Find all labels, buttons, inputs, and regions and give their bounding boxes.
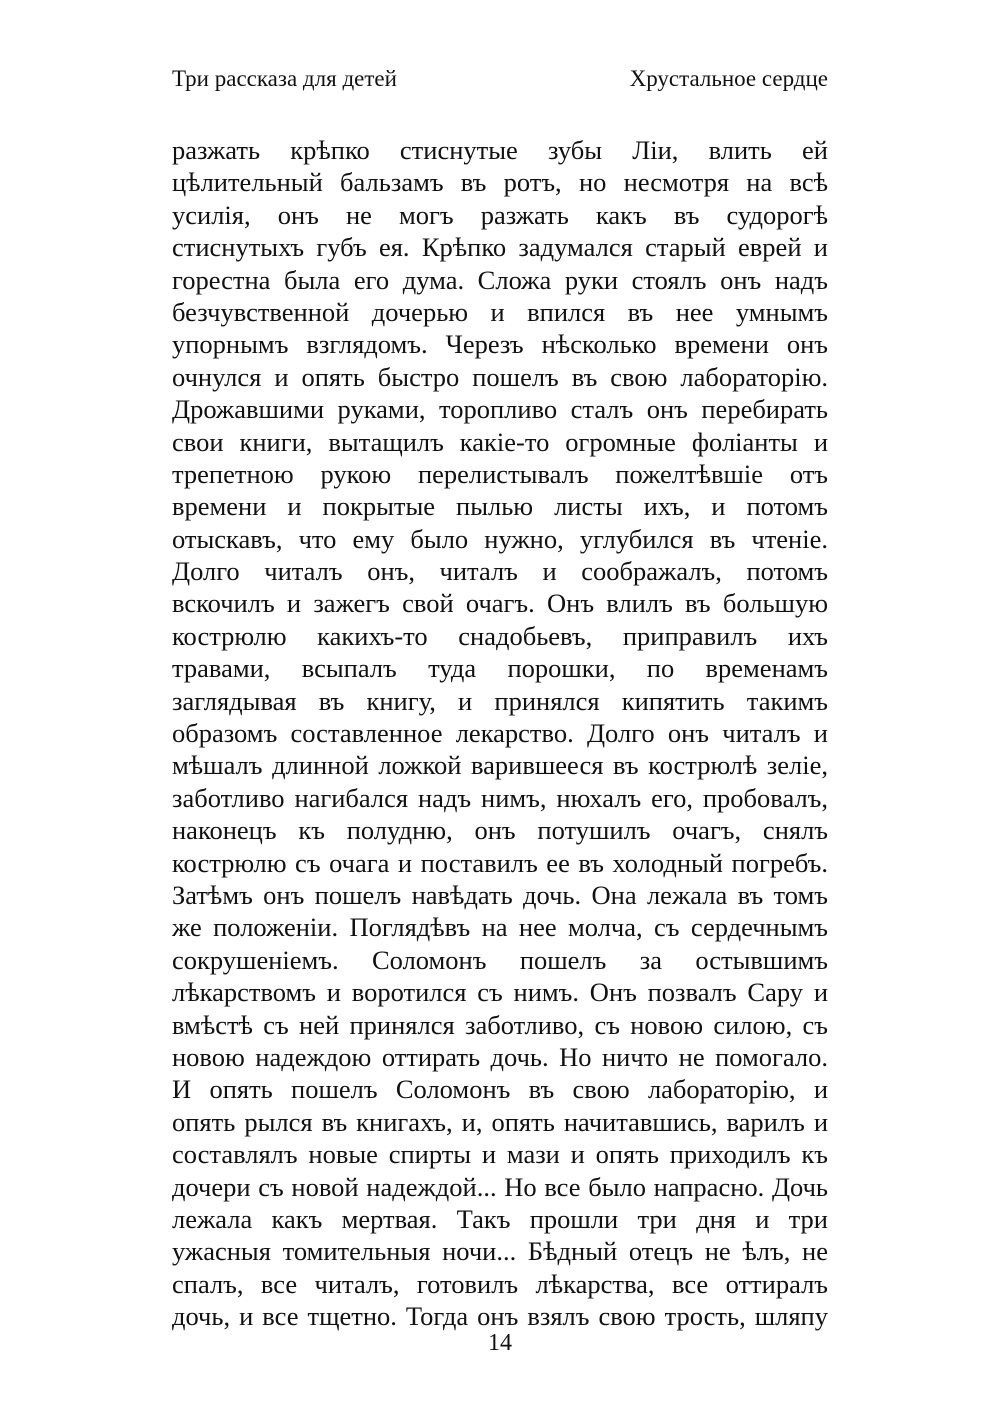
text-line: спалъ, все читалъ, готовилъ лѣкарства, все оттиралъ: [172, 1268, 828, 1299]
text-line: упорнымъ взглядомъ. Черезъ нѣсколько времени онъ: [172, 329, 828, 360]
text-line: горестна была его дума. Сложа руки стоялъ онъ надъ: [172, 264, 828, 295]
text-line: вскочилъ и зажегъ свой очагъ. Онъ влилъ въ большую: [172, 588, 828, 619]
text-line: мѣшалъ длинной ложкой варившееся въ кострюлѣ зеліе,: [172, 750, 828, 781]
text-line: лѣкарствомъ и воротился съ нимъ. Онъ позвалъ Сару и: [172, 977, 828, 1008]
text-line: кострюлю съ очага и поставилъ ее въ холодный погребъ.: [172, 847, 828, 878]
text-line: составлялъ новые спирты и мази и опять приходилъ къ: [172, 1139, 828, 1170]
text-line: трепетною рукою перелистывалъ пожелтѣвшіе отъ: [172, 458, 828, 489]
text-line: разжать крѣпко стиснутые зубы Ліи, влить ей: [172, 135, 828, 165]
text-line: времени и покрытые пылью листы ихъ, и потомъ: [172, 491, 828, 522]
running-header-chapter-title: Хрустальное сердце: [629, 66, 828, 91]
text-line: заботливо нагибался надъ нимъ, нюхалъ его, пробовалъ,: [172, 782, 828, 813]
text-line: дочь, и все тщетно. Тогда онъ взялъ свою трость, шляпу: [172, 1301, 828, 1332]
text-line: цѣлительный бальзамъ въ ротъ, но несмотря на всѣ: [172, 167, 828, 198]
text-line: же положеніи. Поглядѣвъ на нее молча, съ сердечнымъ: [172, 912, 828, 943]
text-line: кострюлю какихъ-то снадобьевъ, приправилъ ихъ: [172, 620, 828, 651]
text-line: свои книги, вытащилъ какіе-то огромные фоліанты и: [172, 426, 828, 457]
text-line: дочери съ новой надеждой... Но все было напрасно. Дочь: [172, 1171, 828, 1202]
text-line: стиснутыхъ губъ ея. Крѣпко задумался старый еврей и: [172, 232, 828, 263]
text-line: очнулся и опять быстро пошелъ въ свою лабораторію.: [172, 361, 828, 392]
text-line: усилія, онъ не могъ разжать какъ въ судорогѣ: [172, 199, 828, 230]
text-line: лежала какъ мертвая. Такъ прошли три дня и три: [172, 1203, 828, 1234]
text-line: травами, всыпалъ туда порошки, по временамъ: [172, 653, 828, 684]
text-line: И опять пошелъ Соломонъ въ свою лабораторію, и: [172, 1074, 828, 1105]
text-line: образомъ составленное лекарство. Долго онъ читалъ и: [172, 718, 828, 749]
running-header-book-title: Три рассказа для детей: [172, 66, 397, 91]
text-line: опять рылся въ книгахъ, и, опять начитавшись, варилъ и: [172, 1106, 828, 1137]
text-line: Затѣмъ онъ пошелъ навѣдать дочь. Она лежала въ томъ: [172, 879, 828, 910]
text-line: Дрожавшими руками, торопливо сталъ онъ перебирать: [172, 394, 828, 425]
text-line: сокрушеніемъ. Соломонъ пошелъ за остывшимъ: [172, 944, 828, 975]
text-line: заглядывая въ книгу, и принялся кипятить такимъ: [172, 685, 828, 716]
text-line: наконецъ къ полудню, онъ потушилъ очагъ, снялъ: [172, 815, 828, 846]
text-line: безчувственной дочерью и впился въ нее умнымъ: [172, 296, 828, 327]
text-line: ужасныя томительныя ночи... Бѣдный отецъ не ѣлъ, не: [172, 1236, 828, 1267]
page-number: 14: [488, 1330, 512, 1356]
text-line: вмѣстѣ съ ней принялся заботливо, съ новою силою, съ: [172, 1009, 828, 1040]
body-text: [172, 134, 828, 1332]
text-line: Долго читалъ онъ, читалъ и соображалъ, потомъ: [172, 556, 828, 587]
text-line: отыскавъ, что ему было нужно, углубился въ чтеніе.: [172, 523, 828, 554]
text-line: новою надеждою оттирать дочь. Но ничто не помогало.: [172, 1041, 828, 1072]
